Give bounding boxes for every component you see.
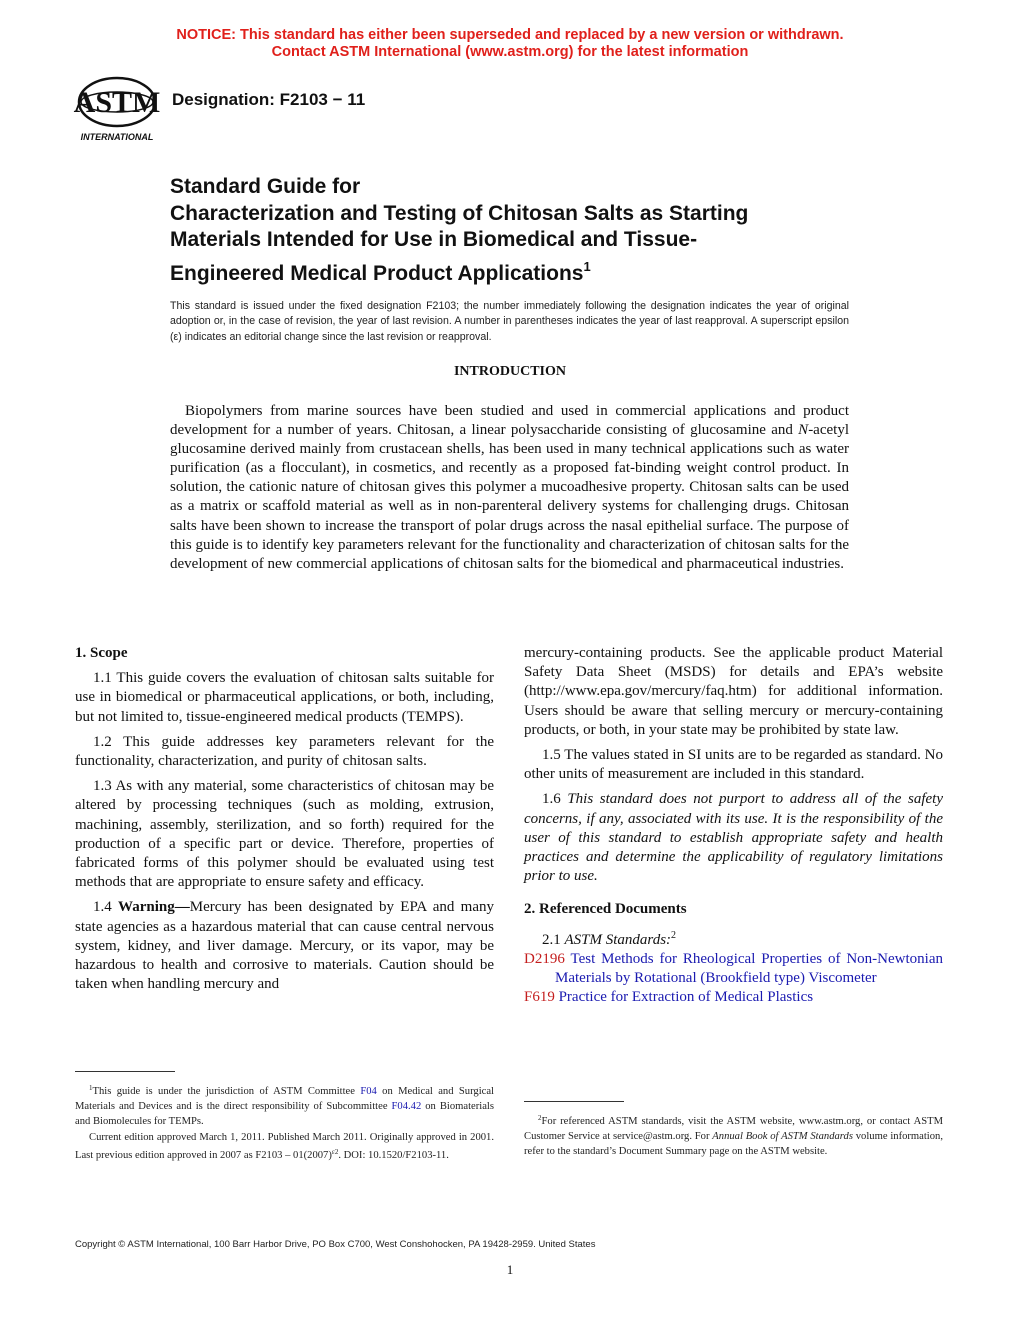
left-column (75, 644, 494, 1000)
footnote-2: $^2$For referenced ASTM standards, visit the ASTM website, www.astm.org, or contact ASTM Customer Service at service@astm.org. For Annual Book of ASTM Standards volume information, refer to the standard’s Document Summary page on the ASTM website. (524, 1114, 943, 1158)
ref-title[interactable]: Practice for Extraction of Medical Plastics (558, 989, 814, 1006)
title-line-1: Standard Guide for (170, 175, 361, 198)
notice-banner (0, 27, 1020, 61)
para-1-2: 1.2 This guide addresses key parameters relevant for the functionality, characterization, and purity of chitosan salts. (75, 733, 494, 770)
footnote-rule-right (524, 1101, 624, 1102)
footnote-rule-left (75, 1071, 175, 1072)
para-1-5: 1.5 The values stated in SI units are to be regarded as standard. No other units of measurement are included in this standard. (524, 747, 943, 783)
astm-logo-icon (72, 72, 162, 144)
title-line-3: Materials Intended for Use in Biomedical and Tissue- (170, 228, 698, 251)
right-column (524, 644, 943, 1007)
page-number: 1 (506, 1262, 514, 1277)
para-1-6: 1.6 This standard does not purport to address all of the safety concerns, if any, associated with its use. It is the responsibility of the user of this standard to establish appropriate safety and health practices and determine the applicability of regulatory limitations prior to use. (524, 791, 944, 885)
committee-link[interactable]: F04 (360, 1086, 377, 1097)
ref-code[interactable]: D2196 (524, 950, 565, 967)
astm-standards-subheading: 2.1 ASTM Standards:$^2$ (542, 929, 677, 948)
para-1-4-continued: mercury-containing products. See the applicable product Material Safety Data Sheet (MSDS) for details and EPA’s website (http://www.epa.gov/mercury/faq.htm) for additional information. Users should be aware that selling mercury or mercury-containing products, or both, in your state may be prohibited by state law. (524, 645, 943, 738)
para-1-3: 1.3 As with any material, some characteristics of chitosan may be altered by processing techniques (such as molding, extrusion, machining, assembly, sterilization, and so forth) required for the production of a specific part or device. Therefore, properties of fabricated forms of this polymer should be evaluated using test methods that are appropriate to ensure safety and efficacy. (75, 778, 494, 891)
ref-title[interactable]: Test Methods for Rheological Properties of Non-Newtonian Materials by Rotational (Brookfield type) Viscometer (555, 950, 943, 987)
designation: Designation: F2103 − 11 (172, 90, 366, 109)
document-title (170, 174, 870, 287)
para-1-1: 1.1 This guide covers the evaluation of chitosan salts suitable for use in biomedical or pharmaceutical applications, or both, including, but not limited to, tissue-engineered medical products (TEMPS). (75, 670, 494, 725)
referenced-documents-heading: 2. Referenced Documents (524, 901, 687, 918)
footnote-1: $^1$This guide is under the jurisdiction of ASTM Committee F04 on Medical and Surgical Materials and Devices and is the direct responsibility of Subcommittee F04.42 on Biomaterials and Biomolecules for TEMPs. Current edition approved March 1, 2011. Published March 2011. Originally approved in 2001. Last previous edition approved in 2007 as $F2103 - 01(2007)^{\varepsilon 2}$. DOI: 10.1520/F2103-11. (75, 1084, 494, 1161)
title-line-2: Characterization and Testing of Chitosan Salts as Starting (170, 201, 749, 225)
logo-text: ASTM (73, 86, 161, 119)
introduction-text: Biopolymers from marine sources have been studied and used in commercial applications and product development for a number of years. Chitosan, a linear polysaccharide consisting of glucosamine and N-acetyl glucosamine derived mainly from crustacean shells, has been used in many technical applications such as water purification (as a flocculant), in cosmetics, and recently as a proposed fat-binding weight control product. In solution, the cationic nature of chitosan gives this polymer a mucoadhesive property. Chitosan salts can be used as a matrix or scaffold material as well as in non-parenteral delivery systems for challenging drugs. Chitosan salts have been shown to increase the transport of polar drugs across the nasal epithelial surface. The purpose of this guide is to identify key parameters relevant for the functionality and characterization of chitosan salts for the development of new commercial applications of chitosan salts for the biomedical and pharmaceutical industries. (170, 403, 849, 572)
astm-logo (72, 72, 162, 144)
issuance-note: This standard is issued under the fixed designation F2103; the number immediately following the designation indicates the year of original adoption or, in the case of revision, the year of last revision. A number in parentheses indicates the year of last reapproval. A superscript epsilon (ε) indicates an editorial change since the last revision or reapproval. (170, 300, 849, 343)
warning-label: Warning— (118, 899, 190, 916)
notice-line-1: NOTICE: This standard has either been superseded and replaced by a new version or withdrawn. (176, 27, 844, 43)
introduction-heading: INTRODUCTION (453, 364, 566, 379)
para-1-4: 1.4 Warning—Mercury has been designated by EPA and many state agencies as a hazardous material that can cause central nervous system, kidney, and liver damage. Mercury, or its vapor, may be hazardous to health and corrosive to materials. Caution should be taken when handling mercury and (75, 899, 494, 993)
copyright-line: Copyright © ASTM International, 100 Barr Harbor Drive, PO Box C700, West Conshohocken, PA 19428-2959. United States (75, 1239, 596, 1250)
reference-d2196[interactable] (524, 950, 943, 988)
notice-line-2: Contact ASTM International (www.astm.org) for the latest information (271, 44, 749, 60)
title-line-4: Engineered Medical Product Applications$^1$ (170, 258, 591, 285)
title-footnote-mark: 1 (583, 258, 591, 274)
reference-f619[interactable] (524, 988, 943, 1007)
subcommittee-link[interactable]: F04.42 (391, 1101, 422, 1113)
logo-caption: INTERNATIONAL (80, 132, 154, 142)
scope-heading: 1. Scope (75, 645, 128, 661)
ref-code[interactable]: F619 (524, 989, 555, 1006)
